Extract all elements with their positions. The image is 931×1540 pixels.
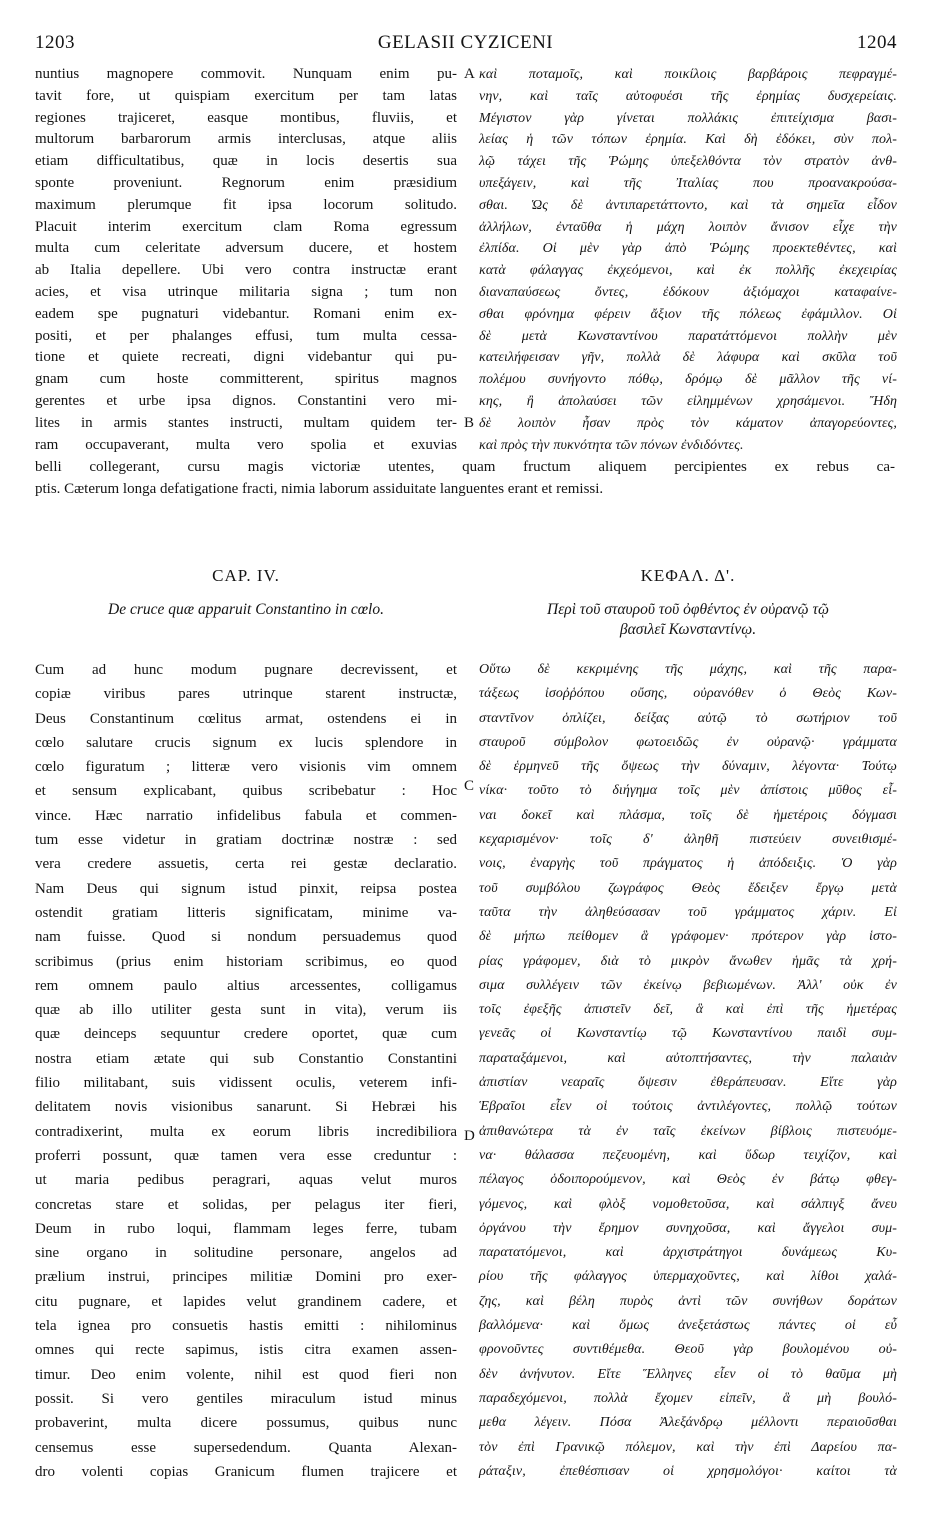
text-line: cœlo salutare crucis signum ex lucis splendore in: [35, 734, 457, 751]
text-line: να· θάλασσα πεζευομένη, καὶ ὕδωρ τειχίζον, καὶ: [479, 1147, 897, 1163]
text-line: τάξεως ἰσοῤῥόπου οὔσης, οὐρανόθεν ὁ Θεὸς Κων-: [479, 686, 897, 702]
text-line: sine organo in solitudine personare, angelos ad: [35, 1245, 457, 1262]
text-line: contradixerint, multa ex eorum libris incredibiliora: [35, 1123, 457, 1140]
text-line: possit. Si vero gentiles miraculum istud minus: [35, 1390, 457, 1407]
chapter-title-latin: CAP. IV.: [212, 566, 280, 585]
text-line: citu pugnare, et lapides velut grandinem cadere, et: [35, 1293, 457, 1310]
text-line: κης, ἢ ἀπολαύσει τῶν εἰλημμένων χρησάμενοι. Ἤδη: [479, 393, 897, 409]
text-line: Μέγιστον γὰρ γίνεται πολλάκις ἐπιτείχισμα βασι-: [479, 110, 897, 126]
text-line: nuntius magnopere commovit. Nunquam enim pu-: [35, 66, 457, 82]
text-line: τοῦ συμβόλου ζωγράφος Θεὸς ἔδειξεν ἔργῳ μετὰ: [479, 880, 897, 896]
text-line: Cum ad hunc modum pugnare decrevissent, et: [35, 662, 457, 678]
text-line: ab Italia depellere. Ubi vero contra instructæ erant: [35, 262, 457, 279]
text-line: Deus Constantinum cœlitus armat, ostendens ei in: [35, 710, 457, 727]
running-title: GELASII CYZICENI: [377, 32, 554, 53]
text-line: ἀπιστίαν νεαραῖς ὄψεσιν ἐθεράπευσαν. Εἴτε γὰρ: [479, 1075, 897, 1091]
text-line: Οὕτω δὲ κεκριμένης τῆς μάχης, καὶ τῆς παρα-: [479, 662, 897, 677]
text-line: σθαι. Ὡς δὲ ἀντιπαρετάττοντο, καὶ τὰ σημεῖα εἶδον: [479, 197, 897, 213]
text-line: ρίας γράφομεν, διὰ τὸ μικρὸν ἄνωθεν ἡμᾶς τὰ χρή-: [479, 953, 897, 969]
text-line: παραταξάμενοι, καὶ αὐτοπτήσαντες, τὴν παλαιὰν: [479, 1050, 897, 1066]
text-line: omnes qui recte sapimus, istis citra examen assen-: [35, 1342, 457, 1359]
text-line: gerentes et urbe ipsa dignos. Constantini vero mi-: [35, 392, 457, 409]
chapter-title-greek: ΚΕΦΑΛ. Δ'.: [640, 566, 736, 585]
text-line: κεχαρισμένον· τοῖς δ' ἀληθῆ πιστεύειν συνειθισμέ-: [479, 832, 897, 848]
text-line: tavit fore, ut quispiam exercitum per tam latas: [35, 87, 457, 104]
text-line: παραδεχόμενοι, πολλὰ ἔχομεν εἰπεῖν, ἃ μὴ βουλό-: [479, 1390, 897, 1406]
text-line: ὀργάνου τὴν ἔρημον συνηχοῦσα, καὶ ἄγγελοι συμ-: [479, 1220, 897, 1236]
bottom-latin-column: [35, 658, 457, 1484]
margin-marker-b: B: [464, 415, 475, 431]
text-line: lites in armis stantes instructi, multam quidem ter-: [35, 414, 457, 431]
text-line: copiæ viribus pares utrinque starent instructæ,: [35, 686, 457, 703]
text-line: κατειλήφεισαν γῆν, πολλὰ δὲ λάφυρα καὶ σκῦλα τοῦ: [479, 350, 897, 366]
text-line: filio militabant, suis vidissent oculis, veterem infi-: [35, 1075, 457, 1092]
text-line: δὲ μετὰ Κωνσταντίνου παρατάττόμενοι πολλὴν μὲν: [479, 328, 897, 344]
text-line: multa cum celeritate adversum ducere, et hostem: [35, 240, 457, 257]
text-line: timur. Deo enim volente, nihil est quod fieri non: [35, 1366, 457, 1383]
page-number-right: 1204: [857, 32, 897, 53]
text-line: ptis. Cæterum longa defatigatione fracti, nimia laborum assiduitate languentes erant et remissi.: [35, 481, 604, 497]
text-line: scribimus (prius enim historiam scribimus, eo quod: [35, 953, 457, 970]
text-line: γόμενος, καὶ φλὸξ νομοθετοῦσα, καὶ σάλπιγξ ἄνευ: [479, 1196, 897, 1212]
text-line: μεθα λέγειν. Πόσα Ἀλεξάνδρῳ μέλλοντι περαιοῦσθαι: [479, 1415, 897, 1431]
text-line: σταυροῦ σύμβολον φωτοειδῶς ἐν οὐρανῷ· γράμματα: [479, 734, 897, 750]
text-line: Nam Deus qui signum istud pinxit, reipsa postea: [35, 880, 457, 897]
text-line: cœlo figuratum ; litteræ vero visionis vim omnem: [35, 759, 457, 776]
text-line: proferri possunt, quæ tamen vera esse creduntur :: [35, 1147, 457, 1164]
text-line: tione et quiete recreati, digni videbantur qui pu-: [35, 349, 457, 366]
text-line: acies, et visa utrinque militaria signa ; tum non: [35, 283, 457, 300]
text-line: λείας ἡ τῶν τόπων ἐρημία. Καὶ δὴ ἐδόκει, σὺν πολ-: [479, 132, 897, 148]
text-line: καὶ ποταμοῖς, καὶ ποικίλοις βαρβάροις πεφραγμέ-: [479, 67, 897, 82]
text-line: vera credere assuetis, certa rei gestæ declaratio.: [35, 856, 457, 873]
text-line: νοις, ἐναργὴς τοῦ πράγματος ἡ ἀπόδειξις. Ὁ γὰρ: [479, 856, 897, 872]
text-line: γενεᾶς οἱ Κωνσταντίῳ τῷ Κωνσταντίνου παιδὶ συμ-: [479, 1026, 897, 1042]
text-line: ρίου τῆς φάλαγγος ὑπερμαχοῦντες, καὶ λίθοι χαλά-: [479, 1269, 897, 1285]
text-line: probaverint, multa dicere possumus, quibus nunc: [35, 1415, 457, 1432]
text-line: ταῦτα τὴν ἀληθεύσασαν τοῦ γράμματος χάριν. Εἰ: [479, 904, 897, 920]
text-line: etiam difficultatibus, quæ in locis desertis sua: [35, 153, 457, 170]
text-line: σταντῖνον ὁπλίζει, δείξας αὐτῷ τὸ σωτήριον τοῦ: [479, 710, 897, 726]
top-latin-column: [35, 64, 457, 456]
text-line: δὲ ἑρμηνεῦ τῆς ὄψεως τὴν δύναμιν, λέγοντα· Τούτῳ: [479, 759, 897, 775]
text-line: δὲ μήπω πείθομεν ἃ γράφομεν· πρότερον γὰρ ἱστο-: [479, 929, 897, 945]
chapter-subtitle-greek-line2: βασιλεῖ Κωνσταντίνῳ.: [619, 621, 757, 638]
text-line: Deum in rubo loqui, flammam leges ferre, tubam: [35, 1220, 457, 1237]
text-line: ἐλπίδα. Οἱ μὲν γὰρ ἀπὸ Ῥώμης προεκτεθέντες, καὶ: [479, 241, 897, 257]
text-line: prælium instrui, principes militiæ Domini pro exer-: [35, 1269, 457, 1286]
text-line: Placuit interim exercitum clam Roma egressum: [35, 218, 457, 235]
text-line: βαλλόμενα· καὶ ὅμως ἀνεξετάστως πάντες οἱ εὖ: [479, 1318, 897, 1334]
text-line: ostendit gratiam litteris significatam, minime va-: [35, 904, 457, 921]
text-line: eadem spe pugnaturi videbantur. Romani enim ex-: [35, 305, 457, 322]
text-line: δὲ λοιπὸν ἦσαν πρὸς τὸν κάματον ἀπαγορεύοντες,: [479, 415, 897, 431]
text-line: ἀλλήλων, ἐνταῦθα ἡ μάχη λοιπὸν ἄνισον εἶχε τὴν: [479, 219, 897, 235]
text-line: delitatem novis visionibus sanarunt. Si Hebræi his: [35, 1099, 457, 1116]
text-line: πολέμου συνήγοντο πόθῳ, δρόμῳ δὲ μᾶλλον τῆς νί-: [479, 372, 897, 388]
full-width-paragraph: [35, 456, 895, 500]
text-line: et sensum explicabant, quibus scribebatur : Hoc: [35, 783, 457, 800]
text-line: ut maria pedibus peragrari, aquas velut muros: [35, 1172, 457, 1189]
margin-marker-d: D: [464, 1128, 475, 1144]
text-line: νην, καὶ ταῖς αὐτοφυέσι τῆς ἐρημίας δυσχερείαις.: [479, 88, 897, 104]
text-line: quæ ab illo utiliter gesta sunt in vita), verum iis: [35, 1002, 457, 1019]
chapter-subtitle-greek: [479, 600, 897, 640]
text-line: positi, et per phalanges effusi, tum multa cessa-: [35, 327, 457, 344]
text-line: τοῖς ἐφεξῆς ἀπιστεῖν δεῖ, ἃ καὶ ἐπὶ τῆς ἡμετέρας: [479, 1002, 897, 1018]
text-line: πέλαγος ὁδοιπορούμενον, καὶ Θεὸς ἐν βάτῳ φθεγ-: [479, 1172, 897, 1188]
text-line: ναι δοκεῖ καὶ πλάσμα, τοῖς δὲ ἡμετέροις δόγμασι: [479, 807, 897, 823]
text-line: nam fuisse. Quod si nondum persuademus quod: [35, 929, 457, 946]
text-line: δὲν ἀνήνυτον. Εἴτε Ἕλληνες εἶεν οἱ τὸ θαῦμα μὴ: [479, 1366, 897, 1382]
text-line: gnam cum hoste committerent, spiritus magnos: [35, 371, 457, 388]
text-line: ζης, καὶ βέλη πυρὸς ἀντὶ τῶν συνήθων δοράτων: [479, 1293, 897, 1309]
text-line: tum esse videtur in gratiam doctrinæ nostræ : sed: [35, 832, 457, 849]
margin-marker-c: C: [464, 778, 475, 794]
chapter-subtitle-greek-line1: Περὶ τοῦ σταυροῦ τοῦ ὀφθέντος ἐν οὐρανῷ τῷ: [547, 601, 829, 618]
text-line: dro volenti copias Granicum flumen trajicere et: [35, 1463, 457, 1480]
text-line: regiones trajiceret, easque montibus, fluviis, et: [35, 109, 457, 126]
text-line: concretas stare et solidas, per pelagus iter fieri,: [35, 1196, 457, 1213]
text-line: ἀπιθανώτερα τὰ ἐν ταῖς ἐκείνων βίβλοις πιστευόμε-: [479, 1123, 897, 1139]
text-line: sponte proveniunt. Regnorum enim præsidium: [35, 174, 457, 191]
text-line: ram occupaverant, multa vero spolia et exuvias: [35, 436, 457, 453]
margin-marker-a: A: [464, 66, 475, 82]
text-line: φρονοῦντες συντιθέμεθα. Θεοῦ γὰρ βουλομένου οὐ-: [479, 1342, 897, 1358]
text-line: σιμα συλλέγειν τῶν ἐκείνῳ βεβιωμένων. Ἀλλ' οὐκ ἐν: [479, 977, 897, 993]
page-number-left: 1203: [35, 32, 75, 53]
text-line: κατὰ φάλαγγας ἐκχεόμενοι, καὶ ἐκ πολλῆς ἐκεχειρίας: [479, 263, 897, 279]
chapter-subtitle-latin: De cruce quæ apparuit Constantino in cœlo.: [108, 601, 384, 618]
text-line: Ἑβραῖοι εἶεν οἱ τούτοις ἀντιλέγοντες, πολλῷ τούτων: [479, 1099, 897, 1115]
text-line: quæ deinceps sequuntur credere oportet, quæ cum: [35, 1026, 457, 1043]
text-line: σθαι φρόνημα φέρειν ἄξιον τῆς πόλεως ἐφάμιλλον. Οἱ: [479, 306, 897, 322]
text-line: νίκα· τοῦτο τὸ διήγημα τοῖς μὲν ἀπίστοις μῦθος εἶ-: [479, 783, 897, 799]
text-line: λῷ τάχει τῆς Ῥώμης ὑπεξελθόντα τὸν στρατὸν ἀνθ-: [479, 154, 897, 170]
text-line: censemus esse supersedendum. Quanta Alexan-: [35, 1439, 457, 1456]
text-line: ράταξιν, ἐπεθέσπισαν οἱ χρησμολόγοι· καίτοι τὰ: [479, 1463, 897, 1479]
text-line: tela ignea pro consuetis hastis emitti : nihilominus: [35, 1318, 457, 1335]
text-line: rem omnem paulo altius arcessentes, colligamus: [35, 977, 457, 994]
text-line: maximum plerumque fit ipsa locorum solitudo.: [35, 196, 457, 213]
bottom-greek-column: [479, 658, 897, 1484]
top-greek-column: [479, 64, 897, 456]
text-line: vince. Hæc narratio infidelibus fabula et commen-: [35, 807, 457, 824]
text-line: nostra etiam ætate qui sub Constantio Constantini: [35, 1050, 457, 1067]
text-line: belli collegerant, cursu magis victoriæ utentes, quam fructum aliquem percipientes ex rebus ca-: [35, 459, 895, 475]
text-line: διαναπαύσεως ὄντες, ἐδόκουν ἀξιόμαχοι καταφαίνε-: [479, 284, 897, 300]
text-line: παρατατόμενοι, καὶ ἀρχιστράτηγοι δυνάμεως Κυ-: [479, 1245, 897, 1261]
text-line: υπεξάγειν, καὶ τῆς Ἰταλίας που προανακρούσα-: [479, 175, 897, 191]
text-line: τὸν ἐπὶ Γρανικῷ πόλεμον, καὶ τὴν ἐπὶ Δαρείου πα-: [479, 1439, 897, 1455]
text-line: multorum barbarorum armis interclusas, atque aliis: [35, 131, 457, 148]
text-line: καὶ πρὸς τὴν πυκνότητα τῶν πόνων ἐνδιδόντες.: [479, 437, 744, 453]
